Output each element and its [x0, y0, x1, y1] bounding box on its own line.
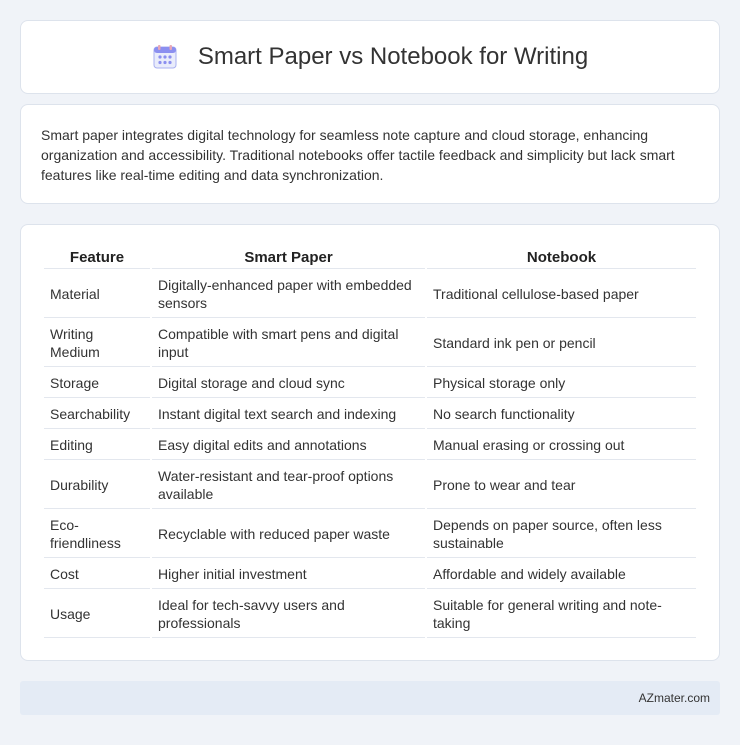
- cell-smart-paper: Instant digital text search and indexing: [152, 400, 425, 429]
- cell-notebook: Depends on paper source, often less sustainable: [427, 511, 696, 558]
- cell-feature: Usage: [44, 591, 150, 638]
- cell-feature: Storage: [44, 369, 150, 398]
- cell-notebook: Suitable for general writing and note-taking: [427, 591, 696, 638]
- cell-smart-paper: Recyclable with reduced paper waste: [152, 511, 425, 558]
- cell-smart-paper: Easy digital edits and annotations: [152, 431, 425, 460]
- cell-notebook: Physical storage only: [427, 369, 696, 398]
- footer: [20, 681, 720, 715]
- cell-feature: Searchability: [44, 400, 150, 429]
- cell-notebook: Standard ink pen or pencil: [427, 320, 696, 367]
- table-row: [44, 560, 696, 589]
- table-row: [44, 320, 696, 367]
- cell-notebook: No search functionality: [427, 400, 696, 429]
- cell-feature: Durability: [44, 462, 150, 509]
- title-card: [20, 20, 720, 94]
- comparison-table: [42, 245, 698, 640]
- page-title: Smart Paper vs Notebook for Writing: [197, 43, 589, 70]
- cell-smart-paper: Digitally-enhanced paper with embedded sensors: [152, 271, 425, 318]
- footer-brand[interactable]: AZmater.com: [638, 691, 710, 705]
- title-wrap: [152, 43, 588, 71]
- cell-feature: Cost: [44, 560, 150, 589]
- header-feature: Feature: [44, 247, 150, 269]
- cell-notebook: Affordable and widely available: [427, 560, 696, 589]
- cell-smart-paper: Higher initial investment: [152, 560, 425, 589]
- header-smart-paper: Smart Paper: [152, 247, 425, 269]
- table-header-row: [44, 247, 696, 269]
- table-row: [44, 400, 696, 429]
- table-row: [44, 271, 696, 318]
- cell-feature: Material: [44, 271, 150, 318]
- cell-notebook: Manual erasing or crossing out: [427, 431, 696, 460]
- cell-smart-paper: Digital storage and cloud sync: [152, 369, 425, 398]
- cell-feature: Editing: [44, 431, 150, 460]
- cell-smart-paper: Water-resistant and tear-proof options available: [152, 462, 425, 509]
- table-row: [44, 511, 696, 558]
- header-notebook: Notebook: [427, 247, 696, 269]
- table-row: [44, 431, 696, 460]
- table-row: [44, 591, 696, 638]
- intro-card: [20, 104, 720, 204]
- cell-notebook: Traditional cellulose-based paper: [427, 271, 696, 318]
- cell-smart-paper: Ideal for tech-savvy users and professionals: [152, 591, 425, 638]
- cell-feature: Eco-friendliness: [44, 511, 150, 558]
- cell-notebook: Prone to wear and tear: [427, 462, 696, 509]
- intro-text: Smart paper integrates digital technology for seamless note capture and cloud storage, enhancing organization and accessibility. Traditional notebooks offer tactile feedback and simplicity but lack smart features like real-time editing and data synchronization.: [41, 127, 675, 183]
- calendar-icon: [152, 44, 178, 70]
- table-row: [44, 369, 696, 398]
- table-row: [44, 462, 696, 509]
- cell-smart-paper: Compatible with smart pens and digital input: [152, 320, 425, 367]
- table-card: [20, 224, 720, 661]
- cell-feature: Writing Medium: [44, 320, 150, 367]
